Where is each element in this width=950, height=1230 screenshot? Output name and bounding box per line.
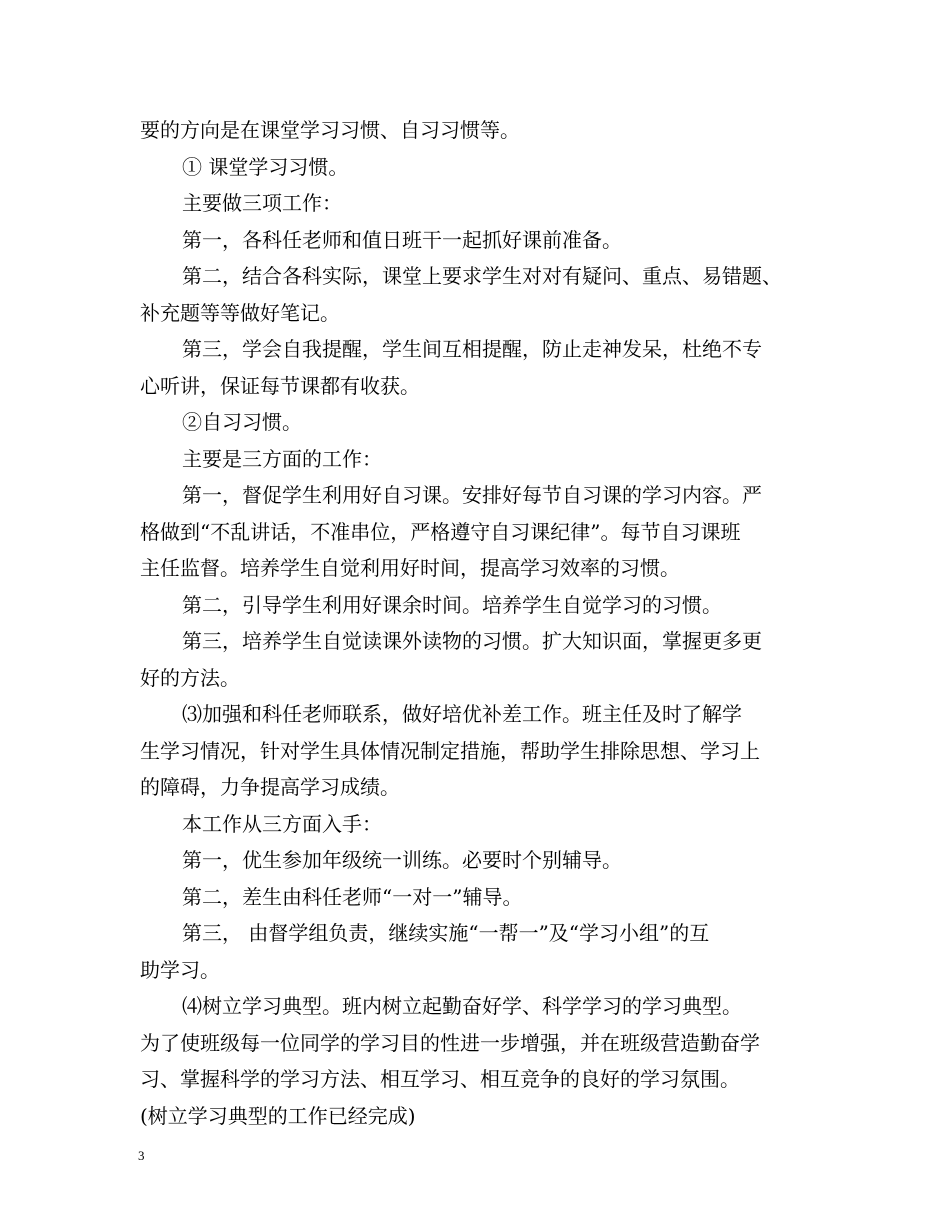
text-line: 第三，学会自我提醒，学生间互相提醒，防止走神发呆，杜绝不专 [182, 337, 762, 361]
document-body [140, 112, 830, 1134]
text-line: 第三，培养学生自觉读课外读物的习惯。扩大知识面，掌握更多更 [182, 629, 762, 653]
text-line: 主要做三项工作： [182, 191, 342, 215]
text-line: 第三， 由督学组负责，继续实施“一帮一”及“学习小组”的互 [182, 921, 710, 945]
text-line: 为了使班级每一位同学的学习目的性进一步增强，并在班级营造勤奋学 [140, 1030, 760, 1055]
text-line: 第二，引导学生利用好课余时间。培养学生自觉学习的习惯。 [182, 592, 722, 617]
text-line: 第二，差生由科任老师“一对一”辅导。 [182, 884, 523, 909]
text-line: 好的方法。 [140, 665, 240, 690]
text-line: 习、掌握科学的学习方法、相互学习、相互竞争的良好的学习氛围。 [140, 1067, 740, 1091]
text-line: 格做到“不乱讲话，不准串位，严格遵守自习课纪律”。每节自习课班 [140, 519, 741, 544]
text-line: 要的方向是在课堂学习习惯、自习习惯等。 [140, 118, 520, 142]
text-line: 补充题等等做好笔记。 [140, 300, 340, 325]
text-line: ① 课堂学习习惯。 [182, 154, 349, 179]
text-line: 助学习。 [140, 957, 220, 982]
text-line: ②自习习惯。 [182, 410, 302, 434]
text-line: 本工作从三方面入手： [182, 811, 382, 836]
text-line: 第二，结合各科实际，课堂上要求学生对对有疑问、重点、易错题、 [182, 264, 782, 288]
text-line: 生学习情况，针对学生具体情况制定措施，帮助学生排除思想、学习上 [140, 738, 760, 763]
text-line: 第一，督促学生利用好自习课。安排好每节自习课的学习内容。严 [182, 483, 762, 507]
text-line: ⑷树立学习典型。班内树立起勤奋好学、科学学习的学习典型。 [182, 994, 742, 1018]
text-line: 第一，优生参加年级统一训练。必要时个别辅导。 [182, 848, 622, 872]
text-line: 第一，各科任老师和值日班干一起抓好课前准备。 [182, 227, 622, 252]
text-line: 主要是三方面的工作： [182, 446, 382, 471]
text-line: ⑶加强和科任老师联系，做好培优补差工作。班主任及时了解学 [182, 702, 742, 726]
text-line: (树立学习典型的工作已经完成) [140, 1103, 416, 1128]
text-line: 的障碍，力争提高学习成绩。 [140, 775, 400, 799]
text-line: 心听讲，保证每节课都有收获。 [140, 373, 420, 398]
text-line: 主任监督。培养学生自觉利用好时间，提高学习效率的习惯。 [140, 556, 680, 580]
page-number: 3 [138, 1148, 145, 1163]
